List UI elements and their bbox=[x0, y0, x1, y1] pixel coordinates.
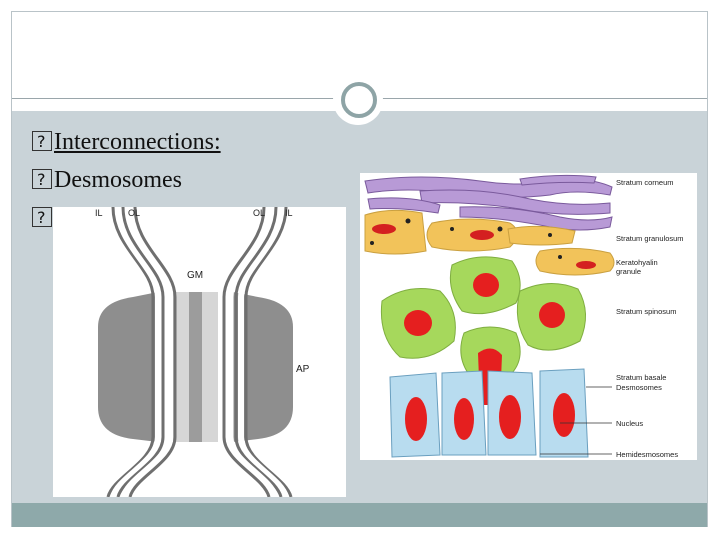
bullet-desmosomes bbox=[32, 166, 182, 194]
label-gm: GM bbox=[187, 270, 204, 281]
label-ol-right: OL bbox=[253, 208, 266, 218]
label-hemidesmosomes: Hemidesmosomes bbox=[616, 450, 679, 459]
bullet-interconnections bbox=[32, 128, 221, 156]
label-stratum-basale: Stratum basale bbox=[616, 373, 667, 382]
footer-bar bbox=[12, 503, 707, 527]
label-stratum-corneum: Stratum corneum bbox=[616, 178, 674, 187]
bullet-icon bbox=[32, 131, 52, 151]
bullet-icon bbox=[32, 169, 52, 189]
label-nucleus: Nucleus bbox=[616, 419, 644, 428]
label-keratohyalin: Keratohyalin bbox=[616, 258, 658, 267]
label-ol-left: OL bbox=[128, 208, 141, 218]
label-granule: granule bbox=[616, 267, 642, 276]
label-ap: AP bbox=[296, 364, 310, 375]
label-il-right: IL bbox=[285, 208, 293, 218]
label-il-left: IL bbox=[95, 208, 103, 218]
label-stratum-granulosum: Stratum granulosum bbox=[616, 234, 684, 243]
core-midline bbox=[189, 292, 202, 442]
bullet-text: Interconnections: bbox=[54, 129, 221, 155]
label-desmosomes: Desmosomes bbox=[616, 383, 662, 392]
bullet-partial bbox=[32, 204, 54, 232]
divider-circle-icon bbox=[341, 82, 377, 118]
bullet-text: Desmosomes bbox=[54, 167, 182, 193]
desmosome-diagram bbox=[53, 207, 346, 497]
bullet-icon bbox=[32, 207, 52, 227]
label-stratum-spinosum: Stratum spinosum bbox=[616, 307, 677, 316]
epidermis-diagram bbox=[360, 173, 697, 460]
plaque-left bbox=[98, 292, 158, 442]
